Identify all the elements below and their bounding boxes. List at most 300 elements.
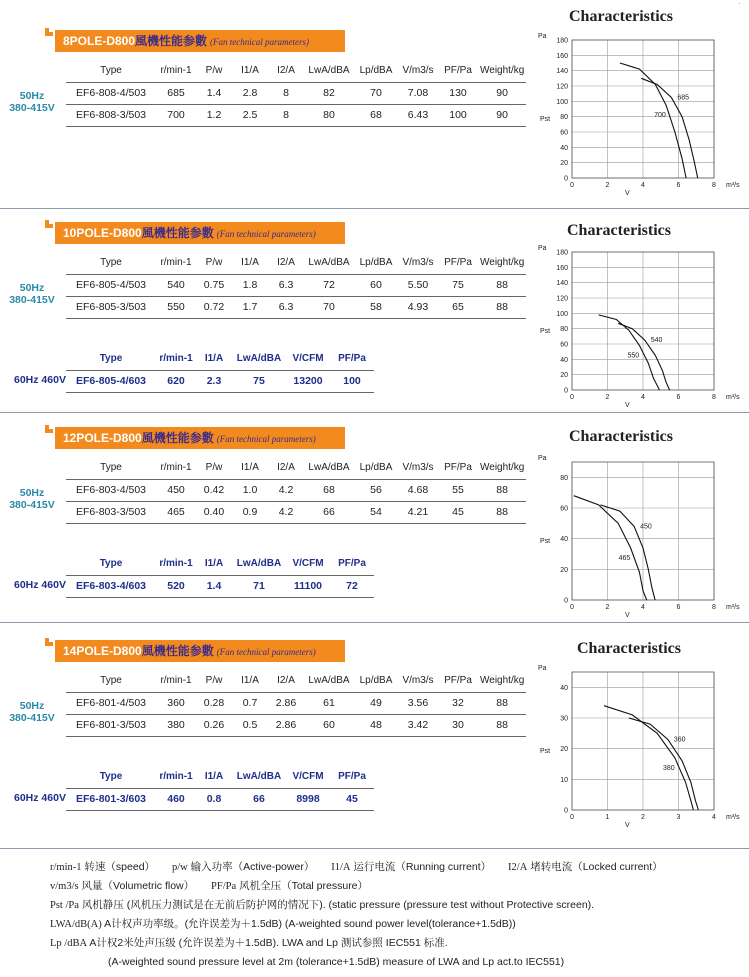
y-tick-label: 0 [564,807,568,815]
column-header: Lp/dBA [354,457,398,479]
table-cell: 4.21 [398,501,438,523]
chart-title: Characteristics [569,428,673,445]
table-cell: 380 [156,714,196,736]
spec-table-60hz [66,348,374,393]
x-axis-label: V [625,402,630,409]
x-tick-label: 4 [641,604,645,611]
column-header: P/w [196,60,232,82]
legend-line-4 [50,915,663,934]
chart-title: Characteristics [577,640,681,657]
table-cell: 460 [156,788,196,810]
voltage-50hz-label [0,700,64,724]
column-header: Type [66,60,156,82]
series-line-450 [600,505,655,600]
legend-sym: I1/A [331,862,351,873]
table-cell: 11100 [286,575,330,597]
column-header: V/CFM [292,558,324,570]
table-cell: 55 [438,479,478,501]
section-divider [0,848,749,849]
banner-subtitle: (Fan technical parameters) [216,647,316,657]
legend-line-2 [50,877,663,896]
y-axis-label: Pst [540,116,551,123]
table-row [66,501,526,523]
table-cell: EF6-803-4/603 [66,575,156,597]
y-axis-label: Pst [540,538,551,545]
characteristics-chart [534,30,746,200]
legend-text: 转速（speed） [84,861,156,873]
table-cell: 60 [354,274,398,296]
x-unit-label: m³/s [726,604,740,611]
legend-line-3 [50,896,663,915]
column-header: I2/A [268,457,304,479]
y-unit-label: Pa [538,665,547,672]
y-unit-label: Pa [538,455,547,462]
series-label: 685 [677,94,690,102]
x-unit-label: m³/s [726,814,740,821]
section-banner [55,640,345,662]
table-cell: 0.9 [232,501,268,523]
table-cell: 68 [354,104,398,126]
column-header: V/CFM [292,353,324,365]
table-cell: 8 [268,104,304,126]
y-tick-label: 0 [564,597,568,605]
section-banner [55,222,345,244]
banner-subtitle: (Fan technical parameters) [210,37,310,47]
y-unit-label: Pa [538,245,547,252]
y-tick-label: 100 [556,98,568,106]
table-cell: 1.4 [196,82,232,104]
table-cell: 13200 [286,370,330,392]
table-row [66,296,526,318]
legend-sym: Pst /Pa [50,900,79,911]
table-cell: 60 [304,714,354,736]
table-cell: 6.43 [398,104,438,126]
table-row [66,82,526,104]
table-cell: 88 [478,479,526,501]
x-tick-label: 4 [641,182,645,189]
table-cell: 1.2 [196,104,232,126]
voltage-line: 50Hz [19,282,45,294]
voltage-line: 380-415V [9,102,55,114]
x-tick-label: 8 [712,604,716,611]
table-cell: 0.8 [196,788,232,810]
voltage-line: 50Hz [19,700,45,712]
column-header: I1/A [232,457,268,479]
table-cell: 7.08 [398,82,438,104]
legend-sym: PF/Pa [211,881,237,892]
table-header-row [66,252,526,274]
banner-model: 10POLE-D800 [63,226,142,240]
table-cell: EF6-805-4/503 [66,274,156,296]
y-tick-label: 180 [556,37,568,45]
column-header: I1/A [204,771,224,783]
table-header-row [66,670,526,692]
column-header: Type [66,457,156,479]
column-header: P/w [196,670,232,692]
voltage-line: 380-415V [9,499,55,511]
legend-sym: I2/A [508,862,528,873]
table-cell: 56 [354,479,398,501]
legend-text: 堵转电流（Locked current） [530,861,663,873]
y-tick-label: 40 [560,356,568,364]
section-divider [0,412,749,413]
x-tick-label: 0 [570,182,574,189]
table-cell: 540 [156,274,196,296]
table-cell: 100 [330,370,374,392]
y-tick-label: 160 [556,264,568,272]
column-header: PF/Pa [338,771,366,783]
banner-subtitle: (Fan technical parameters) [216,229,316,239]
legend-text: 风机静压 (风机压力测试是在无前后防护网的情况下). (static pressure (pressure test without Protective screen). [81,899,595,911]
legend-text: (A-weighted sound pressure level at 2m (tolerance+1.5dB) measure of LWA and Lp act.to IEC551) [108,956,565,968]
x-tick-label: 6 [676,182,681,189]
table-cell: 88 [478,274,526,296]
table-cell: 700 [156,104,196,126]
y-tick-label: 20 [560,372,568,380]
table-cell: 88 [478,714,526,736]
table-header-row [66,60,526,82]
column-header: Weight/kg [478,60,526,82]
table-cell: 6.3 [268,296,304,318]
column-header: Lp/dBA [354,60,398,82]
table-row [66,575,374,597]
table-cell: 72 [304,274,354,296]
table-row [66,274,526,296]
table-cell: EF6-803-3/503 [66,501,156,523]
x-axis-label: V [625,612,630,619]
spec-table-50hz [66,670,526,737]
characteristics-chart [534,662,746,832]
table-header-row [66,348,374,370]
table-cell: 4.2 [268,479,304,501]
y-tick-label: 80 [560,114,568,122]
y-tick-label: 80 [560,474,568,482]
table-cell: 88 [478,501,526,523]
banner-cn: 風機性能参數 [135,34,208,48]
corner-mark: ˙ [738,2,741,11]
table-cell: 2.3 [196,370,232,392]
table-cell: 5.50 [398,274,438,296]
column-header: I2/A [268,670,304,692]
table-cell: 0.72 [196,296,232,318]
table-cell: 80 [304,104,354,126]
table-cell: 685 [156,82,196,104]
table-cell: 1.4 [196,575,232,597]
table-cell: EF6-808-4/503 [66,82,156,104]
table-row [66,788,374,810]
table-cell: EF6-801-3/603 [66,788,156,810]
y-tick-label: 100 [556,310,568,318]
x-tick-label: 0 [570,394,574,401]
table-cell: 0.42 [196,479,232,501]
column-header: Lp/dBA [354,670,398,692]
voltage-60hz-label: 60Hz 460V [14,792,66,804]
table-cell: 1.8 [232,274,268,296]
column-header: I2/A [268,252,304,274]
series-line-685 [641,78,698,178]
table-cell: 0.5 [232,714,268,736]
y-tick-label: 60 [560,129,568,137]
table-cell: 68 [304,479,354,501]
table-cell: 70 [354,82,398,104]
y-tick-label: 60 [560,505,568,513]
column-header: V/CFM [292,771,324,783]
table-cell: 90 [478,82,526,104]
table-cell: 45 [330,788,374,810]
column-header: Type [99,353,123,365]
table-cell: 550 [156,296,196,318]
y-tick-label: 40 [560,684,568,692]
y-tick-label: 140 [556,68,568,76]
table-cell: 72 [330,575,374,597]
column-header: r/min-1 [159,771,193,783]
table-cell: 4.68 [398,479,438,501]
table-row [66,479,526,501]
x-tick-label: 1 [605,814,610,821]
legend-text: 风量（Volumetric flow） [81,880,195,892]
column-header: Type [99,558,123,570]
column-header: I1/A [232,670,268,692]
table-row [66,370,374,392]
table-header-row [66,766,374,788]
x-tick-label: 2 [605,604,610,611]
table-cell: 4.2 [268,501,304,523]
table-cell: EF6-801-4/503 [66,692,156,714]
table-header-row [66,553,374,575]
table-cell: EF6-803-4/503 [66,479,156,501]
voltage-60hz-label: 60Hz 460V [14,374,66,386]
table-cell: 61 [304,692,354,714]
table-cell: 0.75 [196,274,232,296]
table-cell: 30 [438,714,478,736]
y-tick-label: 120 [556,83,568,91]
table-cell: 2.5 [232,104,268,126]
column-header: I1/A [204,558,224,570]
x-tick-label: 4 [641,394,645,401]
x-tick-label: 6 [676,394,681,401]
x-tick-label: 8 [712,394,716,401]
column-header: PF/Pa [438,457,478,479]
table-cell: 8998 [286,788,330,810]
legend-line-6 [50,953,663,972]
table-cell: 2.86 [268,692,304,714]
voltage-50hz-label [0,90,64,114]
spec-table-50hz [66,457,526,524]
banner-cn: 風機性能参數 [141,644,214,658]
column-header: r/min-1 [159,353,193,365]
voltage-line: 380-415V [9,712,55,724]
legend-text: A计权2米处声压级 (允许误差为＋1.5dB). LWA and Lp 测试参照 IEC551 标准. [89,937,448,949]
series-label: 360 [673,736,686,744]
column-header: I2/A [268,60,304,82]
table-cell: 88 [478,692,526,714]
banner-cn: 風機性能参數 [141,431,214,445]
legend-sym: LWA/dB(A) [50,919,102,930]
legend-text: 运行电流（Running current） [353,861,492,873]
table-cell: 90 [478,104,526,126]
column-header: I1/A [232,60,268,82]
series-label: 550 [627,352,640,360]
series-line-540 [618,323,669,390]
banner-subtitle: (Fan technical parameters) [216,434,316,444]
y-tick-label: 160 [556,52,568,60]
voltage-50hz-label [0,487,64,511]
table-cell: 360 [156,692,196,714]
y-tick-label: 60 [560,341,568,349]
column-header: I1/A [232,252,268,274]
y-tick-label: 120 [556,295,568,303]
banner-dots [45,425,53,433]
voltage-line: 50Hz [19,487,45,499]
y-tick-label: 20 [560,160,568,168]
banner-dots [45,638,53,646]
chart-title: Characteristics [569,8,673,25]
series-label: 540 [650,337,663,345]
section-banner [55,30,345,52]
spec-table-50hz [66,252,526,319]
table-cell: 2.86 [268,714,304,736]
table-cell: 45 [438,501,478,523]
column-header: P/w [196,457,232,479]
table-cell: 32 [438,692,478,714]
table-cell: 0.28 [196,692,232,714]
table-row [66,692,526,714]
column-header: PF/Pa [338,353,366,365]
y-tick-label: 10 [560,776,568,784]
banner-dots [45,220,53,228]
column-header: r/min-1 [156,60,196,82]
table-cell: 3.56 [398,692,438,714]
table-cell: 3.42 [398,714,438,736]
column-header: LwA/dBA [236,771,282,783]
table-cell: 0.40 [196,501,232,523]
series-line-700 [620,63,686,178]
table-cell: 0.26 [196,714,232,736]
table-cell: 620 [156,370,196,392]
table-cell: EF6-808-3/503 [66,104,156,126]
x-tick-label: 0 [570,814,574,821]
column-header: LwA/dBA [236,353,282,365]
column-header: LwA/dBA [304,252,354,274]
section-banner [55,427,345,449]
characteristics-chart [534,452,746,622]
y-axis-label: Pst [540,748,551,755]
column-header: Weight/kg [478,252,526,274]
table-header-row [66,457,526,479]
table-cell: EF6-805-4/603 [66,370,156,392]
column-header: I1/A [204,353,224,365]
y-unit-label: Pa [538,33,547,40]
banner-cn: 風機性能参數 [141,226,214,240]
table-cell: 6.3 [268,274,304,296]
table-cell: EF6-805-3/503 [66,296,156,318]
legend-line-5 [50,934,663,953]
y-tick-label: 20 [560,566,568,574]
series-line-465 [574,496,647,600]
x-tick-label: 4 [712,814,716,821]
table-cell: 82 [304,82,354,104]
banner-model: 8POLE-D800 [63,34,136,48]
table-cell: 2.8 [232,82,268,104]
x-unit-label: m³/s [726,182,740,189]
table-cell: 48 [354,714,398,736]
legend-line-1 [50,858,663,877]
column-header: V/m3/s [398,60,438,82]
legend-sym: r/min-1 [50,862,82,873]
x-tick-label: 8 [712,182,716,189]
section-divider [0,208,749,209]
table-cell: 8 [268,82,304,104]
x-tick-label: 2 [641,814,645,821]
table-cell: 65 [438,296,478,318]
x-tick-label: 6 [676,604,681,611]
chart-title: Characteristics [567,222,671,239]
x-tick-label: 2 [605,394,610,401]
table-cell: EF6-801-3/503 [66,714,156,736]
column-header: Lp/dBA [354,252,398,274]
series-label: 380 [662,764,675,772]
table-cell: 71 [232,575,286,597]
y-tick-label: 40 [560,536,568,544]
table-cell: 58 [354,296,398,318]
legend [50,858,663,972]
banner-model: 12POLE-D800 [63,431,142,445]
y-tick-label: 0 [564,387,568,395]
y-tick-label: 30 [560,715,568,723]
spec-table-60hz [66,766,374,811]
table-cell: 66 [232,788,286,810]
x-axis-label: V [625,822,630,829]
column-header: r/min-1 [156,252,196,274]
x-tick-label: 2 [605,182,610,189]
series-label: 450 [640,523,652,531]
legend-text: 输入功率（Active-power） [190,861,315,873]
column-header: Type [99,771,123,783]
column-header: V/m3/s [398,670,438,692]
series-label: 700 [654,112,666,120]
banner-dots [45,28,53,36]
column-header: PF/Pa [438,670,478,692]
column-header: Type [66,252,156,274]
legend-sym: p/w [171,862,188,873]
table-cell: 49 [354,692,398,714]
table-cell: 88 [478,296,526,318]
table-cell: 130 [438,82,478,104]
table-cell: 450 [156,479,196,501]
x-tick-label: 0 [570,604,574,611]
column-header: LwA/dBA [304,670,354,692]
column-header: r/min-1 [156,670,196,692]
voltage-line: 380-415V [9,294,55,306]
table-cell: 0.7 [232,692,268,714]
banner-model: 14POLE-D800 [63,644,142,658]
y-tick-label: 140 [556,280,568,288]
table-cell: 465 [156,501,196,523]
x-axis-label: V [625,190,630,197]
column-header: r/min-1 [159,558,193,570]
table-row [66,104,526,126]
column-header: Type [66,670,156,692]
y-tick-label: 40 [560,144,568,152]
column-header: LwA/dBA [236,558,282,570]
column-header: Weight/kg [478,670,526,692]
section-divider [0,622,749,623]
spec-table-60hz [66,553,374,598]
legend-text: 风机全压（Total pressure） [239,880,369,892]
x-unit-label: m³/s [726,394,740,401]
column-header: PF/Pa [338,558,366,570]
table-cell: 54 [354,501,398,523]
